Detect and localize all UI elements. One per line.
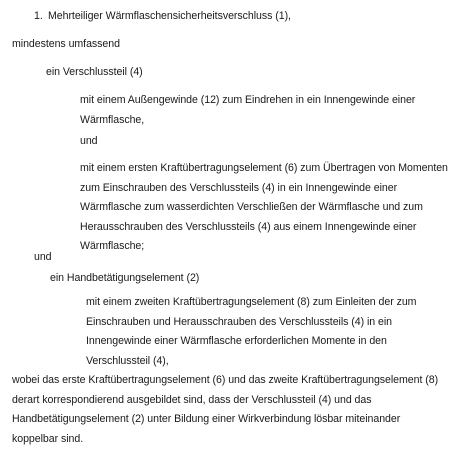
- conjunction-und-2: und: [34, 251, 52, 263]
- claim-conclusion: wobei das erste Kraftübertragungselement (6) und das zweite Kraftübertragungselement (8) derart korrespondierend ausgebildet sind, dass der Verschlussteil (4) und das Handbetätigungselement (2) unter Bildung einer Wirkverbindung lösbar miteinander koppelbar sind.: [12, 374, 439, 445]
- claim-intro: mindestens umfassend: [12, 38, 120, 50]
- part-a-heading: ein Verschlussteil (4): [46, 66, 143, 78]
- conjunction-und-1: und: [80, 135, 98, 147]
- claim-title: Mehrteiliger Wärmflaschensicherheitsverschluss (1),: [48, 10, 291, 22]
- part-a-feature-thread: mit einem Außengewinde (12) zum Eindrehen in ein Innengewinde einer Wärmflasche,: [80, 94, 416, 126]
- part-b-feature-force-element: mit einem zweiten Kraftübertragungselement (8) zum Einleiten der zum Einschrauben und Herausschrauben des Verschlussteils (4) in ein Innengewinde einer Wärmflasche erforderlichen Momente in den Verschlussteil (4),: [86, 296, 417, 367]
- part-b-heading: ein Handbetätigungselement (2): [50, 272, 200, 284]
- part-a-feature-force-element: mit einem ersten Kraftübertragungselement (6) zum Übertragen von Momenten zum Einschrauben des Verschlussteils (4) in ein Innengewinde einer Wärmflasche zum wasserdichten Verschließen der Wärmflasche und zum Herausschrauben des Verschlussteils (4) aus einem Innengewinde einer Wärmflasche;: [80, 162, 448, 252]
- claim-number: 1.: [34, 10, 43, 22]
